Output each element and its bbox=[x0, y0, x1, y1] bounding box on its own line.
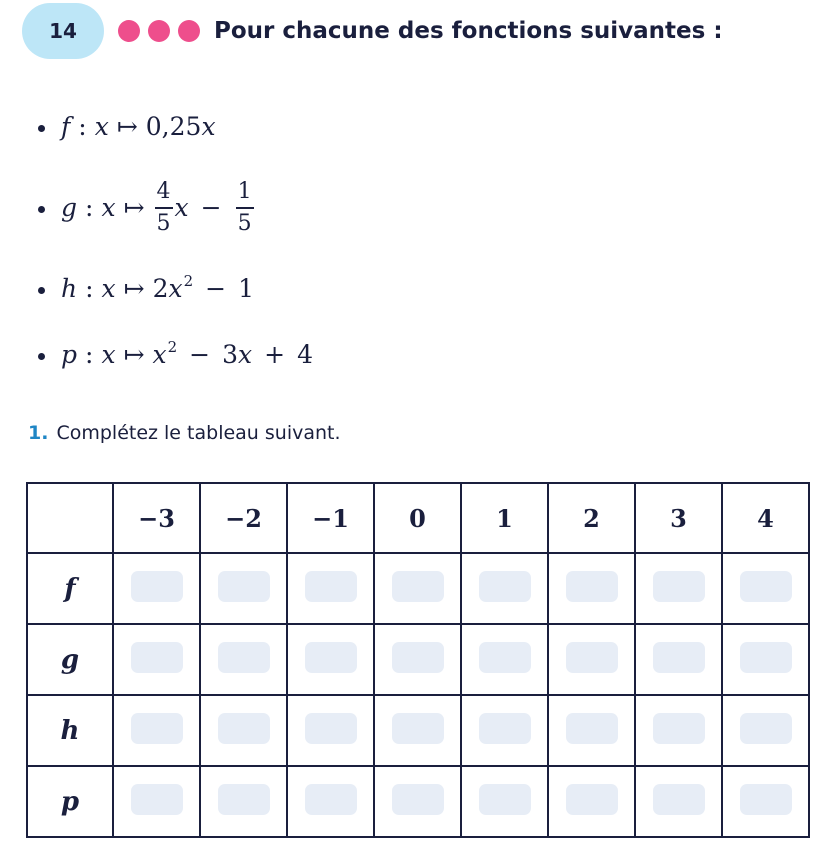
function-name: g bbox=[61, 193, 78, 223]
exercise-header bbox=[22, 3, 723, 59]
answer-input[interactable] bbox=[131, 642, 183, 673]
answer-input[interactable] bbox=[392, 571, 444, 602]
table-header-row bbox=[27, 483, 809, 553]
function-name: f bbox=[61, 112, 71, 141]
function-h: h : x ↦ 2 x $^2$ − 1 bbox=[38, 274, 254, 303]
row-label: p bbox=[27, 766, 113, 837]
answer-input[interactable] bbox=[218, 642, 270, 673]
answer-input[interactable] bbox=[305, 713, 357, 744]
answer-input[interactable] bbox=[566, 642, 618, 673]
function-name: h bbox=[61, 274, 78, 303]
bullet-icon bbox=[38, 353, 45, 360]
table-corner-cell bbox=[27, 483, 113, 553]
answer-input[interactable] bbox=[653, 784, 705, 815]
difficulty-dot-icon bbox=[118, 20, 140, 42]
x-value-header: −1 bbox=[287, 483, 374, 553]
question-number: 1. bbox=[28, 422, 49, 444]
answer-input[interactable] bbox=[740, 642, 792, 673]
answer-input[interactable] bbox=[218, 571, 270, 602]
bullet-icon bbox=[38, 287, 45, 294]
x-value-header: 1 bbox=[461, 483, 548, 553]
answer-input[interactable] bbox=[740, 571, 792, 602]
row-label: h bbox=[27, 695, 113, 766]
maps-to-arrow: ↦ bbox=[123, 340, 145, 369]
table-row-g bbox=[27, 624, 809, 695]
answer-input[interactable] bbox=[131, 784, 183, 815]
answer-input[interactable] bbox=[305, 571, 357, 602]
table-row-h bbox=[27, 695, 809, 766]
answer-input[interactable] bbox=[131, 571, 183, 602]
question-1 bbox=[28, 422, 341, 444]
bullet-icon bbox=[38, 206, 45, 213]
x-value-header: 2 bbox=[548, 483, 635, 553]
answer-input[interactable] bbox=[479, 642, 531, 673]
x-value-header: 3 bbox=[635, 483, 722, 553]
difficulty-indicator bbox=[118, 20, 208, 42]
maps-to-arrow: ↦ bbox=[116, 112, 138, 141]
answer-input[interactable] bbox=[479, 784, 531, 815]
answer-input[interactable] bbox=[392, 784, 444, 815]
answer-input[interactable] bbox=[566, 784, 618, 815]
maps-to-arrow: ↦ bbox=[123, 193, 145, 223]
x-value-header: 0 bbox=[374, 483, 461, 553]
answer-input[interactable] bbox=[479, 571, 531, 602]
answer-input[interactable] bbox=[479, 713, 531, 744]
difficulty-dot-icon bbox=[178, 20, 200, 42]
fraction: $\frac{1}{5}$ bbox=[237, 179, 252, 236]
function-p: p : x ↦ x $^2$ − 3 x + 4 bbox=[38, 340, 313, 369]
fraction: $\frac{4}{5}$ bbox=[156, 179, 171, 236]
function-g: g : x ↦ $\frac{4}{5}$ x − $\frac{1}{5}$ bbox=[38, 180, 256, 236]
exercise-title: Pour chacune des fonctions suivantes : bbox=[214, 18, 723, 44]
x-value-header: −2 bbox=[200, 483, 287, 553]
exercise-number-badge: 14 bbox=[22, 3, 104, 59]
answer-input[interactable] bbox=[740, 784, 792, 815]
function-name: p bbox=[61, 340, 78, 369]
x-value-header: −3 bbox=[113, 483, 200, 553]
values-table bbox=[26, 482, 810, 838]
x-value-header: 4 bbox=[722, 483, 809, 553]
bullet-icon bbox=[38, 125, 45, 132]
row-label: f bbox=[27, 553, 113, 624]
answer-input[interactable] bbox=[740, 713, 792, 744]
answer-input[interactable] bbox=[566, 571, 618, 602]
difficulty-dot-icon bbox=[148, 20, 170, 42]
maps-to-arrow: ↦ bbox=[123, 274, 145, 303]
answer-input[interactable] bbox=[305, 642, 357, 673]
answer-input[interactable] bbox=[218, 784, 270, 815]
answer-input[interactable] bbox=[392, 713, 444, 744]
answer-input[interactable] bbox=[653, 571, 705, 602]
answer-input[interactable] bbox=[392, 642, 444, 673]
answer-input[interactable] bbox=[653, 713, 705, 744]
question-text: Complétez le tableau suivant. bbox=[56, 422, 341, 444]
answer-input[interactable] bbox=[566, 713, 618, 744]
table-row-f bbox=[27, 553, 809, 624]
table-row-p bbox=[27, 766, 809, 837]
function-f: f : x ↦ 0,25 x bbox=[38, 112, 216, 141]
answer-input[interactable] bbox=[218, 713, 270, 744]
answer-input[interactable] bbox=[653, 642, 705, 673]
answer-input[interactable] bbox=[131, 713, 183, 744]
answer-input[interactable] bbox=[305, 784, 357, 815]
row-label: g bbox=[27, 624, 113, 695]
